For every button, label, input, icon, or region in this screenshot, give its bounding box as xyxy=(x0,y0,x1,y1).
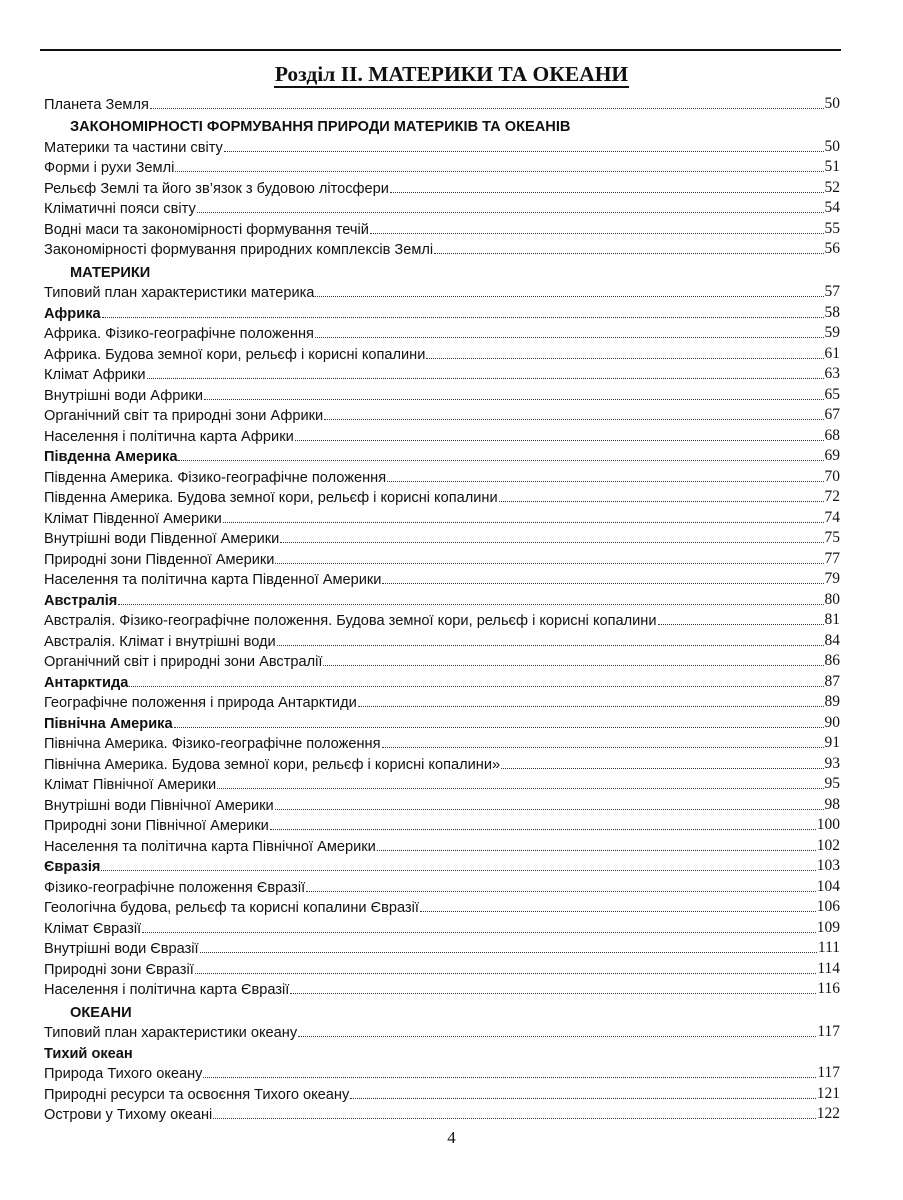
toc-entry-page: 80 xyxy=(824,590,840,608)
toc-entry[interactable] xyxy=(44,547,840,568)
section-heading-oceans: ОКЕАНИ xyxy=(70,1004,132,1021)
toc-entry-page: 75 xyxy=(824,529,840,546)
toc-entry-page: 69 xyxy=(824,447,840,464)
toc-entry-title: Австралія xyxy=(44,592,118,609)
toc-entry-title: Антарктида xyxy=(44,674,129,691)
toc-entry-title: Африка. Будова земної кори, рельєф і корисні копалини xyxy=(44,346,426,363)
toc-entry-page: 58 xyxy=(824,303,840,321)
toc-entry-page: 114 xyxy=(817,959,840,977)
toc-entry-title: Водні маси та закономірності формування течій xyxy=(44,221,369,238)
continents-list xyxy=(44,281,840,999)
toc-entry-page: 81 xyxy=(824,611,840,628)
toc-entry-title: Північна Америка. Фізико-географічне положення xyxy=(44,736,381,752)
top-rule xyxy=(40,49,841,51)
toc-entry-page: 74 xyxy=(824,508,840,526)
dot-leader xyxy=(150,108,824,109)
toc-entry-title: Внутрішні води Південної Америки xyxy=(44,531,280,547)
toc-entry-title: Типовий план характеристики океану xyxy=(44,1025,298,1041)
toc-entry-title: Рельєф Землі та його зв’язок з будовою літосфери xyxy=(44,180,389,197)
dot-leader xyxy=(377,850,816,851)
toc-entry-page: 100 xyxy=(816,816,840,833)
toc-entry-title: Клімат Євразії xyxy=(44,920,142,937)
toc-entry-title: Населення та політична карта Північної Америки xyxy=(44,838,376,855)
toc-entry-title: Австралія. Клімат і внутрішні води xyxy=(44,633,276,650)
toc-entry[interactable] xyxy=(44,506,840,527)
chapter-heading xyxy=(0,62,903,87)
section-heading-continents: МАТЕРИКИ xyxy=(70,264,151,281)
dot-leader xyxy=(275,563,823,564)
toc-entry-page: 102 xyxy=(816,836,840,854)
dot-leader xyxy=(224,151,824,152)
toc-entry[interactable] xyxy=(44,896,840,917)
dot-leader xyxy=(323,665,823,666)
toc-entry-page: 68 xyxy=(824,426,840,444)
dot-leader xyxy=(129,686,823,687)
toc-entry[interactable] xyxy=(44,156,840,177)
dot-leader xyxy=(223,522,824,523)
toc-entry-title: Клімат Північної Америки xyxy=(44,777,217,793)
laws-list xyxy=(44,135,840,258)
toc-entry[interactable] xyxy=(44,773,840,794)
toc-entry-title: Населення і політична карта Африки xyxy=(44,428,294,445)
dot-leader xyxy=(200,952,817,953)
toc-entry[interactable] xyxy=(44,670,840,691)
dot-leader xyxy=(102,317,824,318)
toc-entry[interactable] xyxy=(44,176,840,197)
toc-entry-page: 67 xyxy=(824,406,840,423)
toc-entry-title: Північна Америка. Будова земної кори, рельєф і корисні копалини» xyxy=(44,756,501,773)
dot-leader xyxy=(387,481,823,482)
dot-leader xyxy=(298,1036,816,1037)
toc-entry-page: 61 xyxy=(824,344,840,362)
toc-entry[interactable] xyxy=(44,217,840,238)
toc-entry-title: Євразія xyxy=(44,859,101,875)
toc-entry-title: Африка. Фізико-географічне положення xyxy=(44,326,314,342)
dot-leader xyxy=(174,727,824,728)
toc-entry[interactable] xyxy=(44,527,840,548)
toc-entry-title: Органічний світ та природні зони Африки xyxy=(44,408,324,424)
toc-entry[interactable] xyxy=(44,1082,840,1103)
toc-entry[interactable] xyxy=(44,424,840,445)
toc-entry-title: Геологічна будова, рельєф та корисні копалини Євразії xyxy=(44,900,419,916)
toc-entry-page: 121 xyxy=(816,1084,840,1102)
toc-entry-page: 93 xyxy=(824,754,840,772)
toc-entry-page: 122 xyxy=(816,1105,840,1122)
toc-entry-page: 72 xyxy=(824,488,840,505)
chapter-heading-text: Розділ ІІ. МАТЕРИКИ ТА ОКЕАНИ xyxy=(274,62,629,86)
toc-entry-title: Південна Америка. Фізико-географічне положення xyxy=(44,469,387,486)
toc-entry-page: 87 xyxy=(824,672,840,690)
dot-leader xyxy=(142,932,816,933)
page-number: 4 xyxy=(447,1128,456,1147)
toc-entry[interactable] xyxy=(44,732,840,753)
table-of-contents xyxy=(44,92,840,1123)
toc-entry[interactable] xyxy=(44,937,840,958)
dot-leader xyxy=(270,829,816,830)
toc-entry[interactable] xyxy=(44,793,840,814)
dot-leader xyxy=(499,501,824,502)
toc-entry-page: 111 xyxy=(817,939,840,956)
toc-entry-page: 79 xyxy=(824,570,840,587)
toc-entry[interactable] xyxy=(44,588,840,609)
toc-entry-page: 116 xyxy=(817,980,840,997)
toc-entry[interactable] xyxy=(44,834,840,855)
toc-entry-page: 51 xyxy=(824,158,840,175)
toc-entry-page: 109 xyxy=(816,918,840,936)
toc-entry[interactable] xyxy=(44,629,840,650)
toc-entry-title: Населення і політична карта Євразії xyxy=(44,982,290,998)
toc-entry[interactable] xyxy=(44,445,840,466)
toc-entry-title: Природа Тихого океану xyxy=(44,1066,203,1082)
toc-entry-page: 84 xyxy=(824,631,840,649)
toc-entry-page: 55 xyxy=(824,219,840,237)
toc-entry-title: Природні зони Північної Америки xyxy=(44,818,269,834)
toc-entry-title: Планета Земля xyxy=(44,96,149,113)
toc-entry-title: Географічне положення і природа Антарктиди xyxy=(44,695,357,711)
toc-entry[interactable] xyxy=(44,691,840,712)
toc-entry-page: 117 xyxy=(817,1064,840,1081)
toc-entry[interactable] xyxy=(44,404,840,425)
dot-leader xyxy=(147,378,824,379)
section-heading-laws: ЗАКОНОМІРНОСТІ ФОРМУВАННЯ ПРИРОДИ МАТЕРИКІВ ТА ОКЕАНІВ xyxy=(70,119,571,135)
dot-leader xyxy=(101,870,815,871)
toc-entry-title: Природні зони Євразії xyxy=(44,961,194,978)
toc-entry-page: 54 xyxy=(824,199,840,216)
toc-entry[interactable] xyxy=(44,383,840,404)
toc-entry[interactable] xyxy=(44,650,840,671)
toc-entry[interactable] xyxy=(44,238,840,259)
toc-entry-title: Клімат Африки xyxy=(44,367,146,383)
dot-leader xyxy=(306,891,816,892)
toc-entry-page: 77 xyxy=(824,549,840,567)
dot-leader xyxy=(358,706,824,707)
pacific-list xyxy=(44,1062,840,1124)
toc-entry-title: Типовий план характеристики материка xyxy=(44,285,315,301)
toc-entry-title: Острови у Тихому океані xyxy=(44,1107,213,1123)
toc-entry[interactable] xyxy=(44,978,840,999)
toc-entry-title: Органічний світ і природні зони Австралії xyxy=(44,654,323,670)
toc-entry[interactable] xyxy=(44,465,840,486)
dot-leader xyxy=(420,911,816,912)
dot-leader xyxy=(382,583,823,584)
toc-entry[interactable] xyxy=(44,1021,840,1042)
toc-entry-page: 117 xyxy=(817,1023,840,1040)
toc-entry-title: Внутрішні води Північної Америки xyxy=(44,797,274,814)
dot-leader xyxy=(434,253,823,254)
dot-leader xyxy=(280,542,823,543)
toc-entry[interactable] xyxy=(44,301,840,322)
toc-entry[interactable] xyxy=(44,916,840,937)
dot-leader xyxy=(382,747,824,748)
dot-leader xyxy=(350,1098,815,1099)
toc-entry-title: Африка xyxy=(44,305,101,322)
toc-entry-title: Природні ресурси та освоєння Тихого океану xyxy=(44,1086,350,1103)
toc-entry-title: Північна Америка xyxy=(44,715,173,732)
dot-leader xyxy=(197,212,824,213)
toc-entry[interactable] xyxy=(44,1062,840,1083)
toc-entry-title: Австралія. Фізико-географічне положення. Будова земної кори, рельєф і корисні копалини xyxy=(44,613,657,629)
dot-leader xyxy=(324,419,823,420)
toc-entry-title: Материки та частини світу xyxy=(44,139,223,156)
toc-entry[interactable] xyxy=(44,197,840,218)
toc-entry-page: 50 xyxy=(824,137,840,155)
toc-entry-page: 65 xyxy=(824,385,840,403)
toc-entry[interactable] xyxy=(44,363,840,384)
dot-leader xyxy=(203,1077,816,1078)
toc-entry[interactable] xyxy=(44,322,840,343)
toc-entry-title: Закономірності формування природних комплексів Землі xyxy=(44,242,434,258)
dot-leader xyxy=(277,645,824,646)
dot-leader xyxy=(213,1118,815,1119)
toc-entry[interactable] xyxy=(44,135,840,156)
dot-leader xyxy=(501,768,823,769)
toc-entry-title: Клімат Південної Америки xyxy=(44,510,222,527)
toc-entry-title: Внутрішні води Євразії xyxy=(44,941,199,957)
toc-entry-title: Південна Америка xyxy=(44,449,178,465)
toc-entry-title: Форми і рухи Землі xyxy=(44,160,175,176)
toc-entry[interactable] xyxy=(44,486,840,507)
toc-entry-page: 52 xyxy=(824,178,840,196)
toc-entry[interactable] xyxy=(44,342,840,363)
dot-leader xyxy=(195,973,817,974)
dot-leader xyxy=(175,171,823,172)
toc-entry-page: 63 xyxy=(824,365,840,382)
dot-leader xyxy=(315,296,823,297)
toc-entry[interactable] xyxy=(44,957,840,978)
dot-leader xyxy=(204,399,823,400)
dot-leader xyxy=(295,440,824,441)
toc-entry-page: 90 xyxy=(824,713,840,731)
toc-entry[interactable] xyxy=(44,1103,840,1124)
dot-leader xyxy=(370,233,824,234)
toc-entry-page: 106 xyxy=(816,898,840,915)
toc-entry-page: 95 xyxy=(824,775,840,792)
toc-entry-title: Природні зони Південної Америки xyxy=(44,551,275,568)
dot-leader xyxy=(217,788,823,789)
toc-entry-page: 86 xyxy=(824,652,840,669)
toc-entry-page: 59 xyxy=(824,324,840,341)
toc-entry-title: Кліматичні пояси світу xyxy=(44,201,196,217)
toc-entry-page: 103 xyxy=(816,857,840,874)
toc-entry-page: 91 xyxy=(824,734,840,751)
toc-entry[interactable] xyxy=(44,752,840,773)
dot-leader xyxy=(275,809,824,810)
toc-entry-title: Внутрішні води Африки xyxy=(44,387,204,404)
toc-entry[interactable] xyxy=(44,711,840,732)
toc-entry-page: 50 xyxy=(824,94,840,112)
dot-leader xyxy=(658,624,824,625)
toc-entry[interactable] xyxy=(44,855,840,876)
toc-entry-title: Населення та політична карта Південної Америки xyxy=(44,572,382,588)
toc-entry[interactable] xyxy=(44,875,840,896)
toc-entry-page: 57 xyxy=(824,283,840,300)
toc-entry-title: Фізико-географічне положення Євразії xyxy=(44,879,306,896)
toc-entry[interactable] xyxy=(44,92,840,113)
toc-entry-page: 56 xyxy=(824,240,840,257)
oceans-list xyxy=(44,1021,840,1042)
toc-entry[interactable] xyxy=(44,814,840,835)
toc-entry[interactable] xyxy=(44,568,840,589)
toc-entry[interactable] xyxy=(44,609,840,630)
subsection-heading-pacific: Тихий океан xyxy=(44,1045,133,1062)
toc-entry-page: 89 xyxy=(824,693,840,710)
toc-entry-page: 104 xyxy=(816,877,840,895)
dot-leader xyxy=(390,192,824,193)
toc-entry-page: 70 xyxy=(824,467,840,485)
toc-entry-page: 98 xyxy=(824,795,840,813)
toc-entry[interactable] xyxy=(44,281,840,302)
dot-leader xyxy=(178,460,823,461)
dot-leader xyxy=(118,604,823,605)
dot-leader xyxy=(290,993,816,994)
toc-entry-title: Південна Америка. Будова земної кори, рельєф і корисні копалини xyxy=(44,490,498,506)
dot-leader xyxy=(315,337,824,338)
dot-leader xyxy=(426,358,823,359)
